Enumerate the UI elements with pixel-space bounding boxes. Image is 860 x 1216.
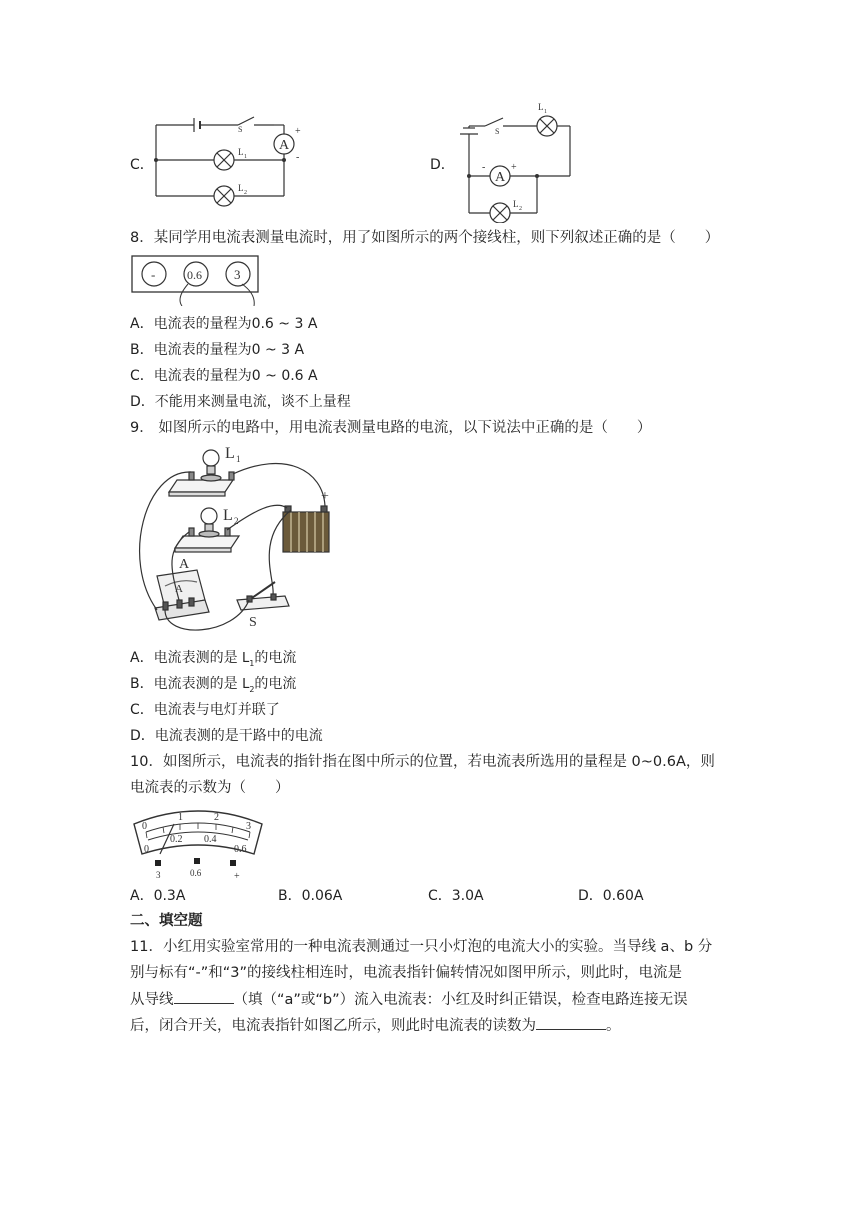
lamp-l2-label: L: [223, 507, 233, 524]
lamp-l1-label: L: [238, 147, 244, 157]
q8-option-c: C．电流表的量程为0 ~ 0.6 A: [130, 368, 318, 384]
q7-option-c-label: C．: [130, 157, 154, 173]
ammeter-minus: -: [296, 152, 300, 163]
q11-line4: 后，闭合开关，电流表指针如图乙所示，则此时电流表的读数为 。: [130, 1015, 621, 1036]
lamp-l1-subscript: 1: [244, 154, 247, 160]
q9-option-b: B．电流表测的是 $L_2$的电流: [130, 676, 297, 694]
q7-circuit-c: [150, 108, 310, 213]
q8-option-b: B．电流表的量程为0 ~ 3 A: [130, 342, 305, 358]
lamp-l1-subscript: 1: [236, 454, 241, 464]
lamp-l2-subscript: 2: [244, 190, 247, 196]
scale-top-0: 0: [142, 821, 147, 832]
ammeter-plus: +: [511, 162, 517, 173]
terminal-3-label: 3: [156, 870, 161, 880]
lamp-l1-label: L: [538, 102, 544, 112]
scale-bottom-0-2: 0.2: [170, 834, 183, 845]
terminal-0-6-label: 0.6: [190, 868, 202, 878]
q10-option-a: A．0.3A: [130, 888, 186, 904]
q11-line3: 从导线 （填（“a”或“b”）流入电流表：小红及时纠正错误，检查电路连接无误: [130, 989, 688, 1010]
q10-stem-line2: 电流表的示数为（ ）: [130, 780, 290, 796]
q9-stem: 9． 如图所示的电路中，用电流表测量电路的电流，以下说法中正确的是（ ）: [130, 420, 652, 436]
ammeter-symbol-a: A: [279, 138, 290, 153]
scale-bottom-0: 0: [144, 844, 149, 855]
section-heading-fill-in: 二、填空题: [130, 913, 203, 929]
battery-plus: +: [321, 489, 329, 504]
switch-label-s: S: [495, 127, 500, 136]
q8-option-d: D．不能用来测量电流，谈不上量程: [130, 394, 351, 410]
q8-terminal-figure: [130, 254, 260, 306]
q8-stem: 8．某同学用电流表测量电流时，用了如图所示的两个接线柱，则下列叙述正确的是（ ）: [130, 230, 720, 246]
terminal-0-6: 0.6: [187, 268, 202, 282]
scale-bottom-0-4: 0.4: [204, 834, 217, 845]
q9-option-a: A．电流表测的是 $L_1$的电流: [130, 650, 297, 668]
ammeter-symbol-a: A: [495, 170, 506, 185]
q10-option-b: B．0.06A: [278, 888, 343, 904]
ammeter-plus: +: [295, 126, 301, 137]
lamp-l1-label: L: [225, 445, 235, 462]
switch-label-s: S: [238, 125, 243, 134]
q11-line2: 别与标有“-”和“3”的接线柱相连时，电流表指针偏转情况如图甲所示，则此时，电流是: [130, 965, 683, 981]
lamp-l2-label: L: [513, 199, 519, 209]
q9-circuit-photo: [125, 440, 365, 650]
ammeter-minus: -: [482, 162, 486, 173]
scale-top-2: 2: [214, 812, 219, 823]
q8-option-a: A．电流表的量程为0.6 ~ 3 A: [130, 316, 318, 332]
lamp-l2-subscript: 2: [234, 516, 239, 526]
terminal-3: 3: [234, 267, 241, 282]
lamp-l2-label: L: [238, 183, 244, 193]
terminal-minus: -: [151, 267, 156, 282]
terminal-plus-label: +: [234, 871, 240, 882]
q11-blank-2[interactable]: [536, 1015, 606, 1030]
q10-option-c: C．3.0A: [428, 888, 484, 904]
q11-blank-1[interactable]: [174, 989, 234, 1004]
ammeter-face-a: A: [175, 583, 183, 595]
scale-top-3: 3: [246, 821, 251, 832]
q9-option-c: C．电流表与电灯并联了: [130, 702, 280, 718]
scale-bottom-0-6: 0.6: [234, 844, 247, 855]
lamp-l2-subscript: 2: [519, 206, 522, 212]
q10-option-d: D．0.60A: [578, 888, 644, 904]
switch-label-s: S: [249, 615, 257, 630]
battery-minus: −: [275, 499, 283, 514]
q9-option-d: D．电流表测的是干路中的电流: [130, 728, 323, 744]
q10-ammeter-dial: [130, 802, 266, 884]
q11-line1: 11．小红用实验室常用的一种电流表测通过一只小灯泡的电流大小的实验。当导线 a、b 分: [130, 939, 713, 955]
q7-option-d-label: D．: [430, 157, 455, 173]
q10-stem-line1: 10．如图所示，电流表的指针指在图中所示的位置，若电流表所选用的量程是 0~0.6A，则: [130, 754, 715, 770]
ammeter-label-a: A: [179, 557, 190, 572]
q7-circuit-d: [455, 98, 580, 223]
scale-top-1: 1: [178, 812, 183, 823]
lamp-l1-subscript: 1: [544, 109, 547, 115]
